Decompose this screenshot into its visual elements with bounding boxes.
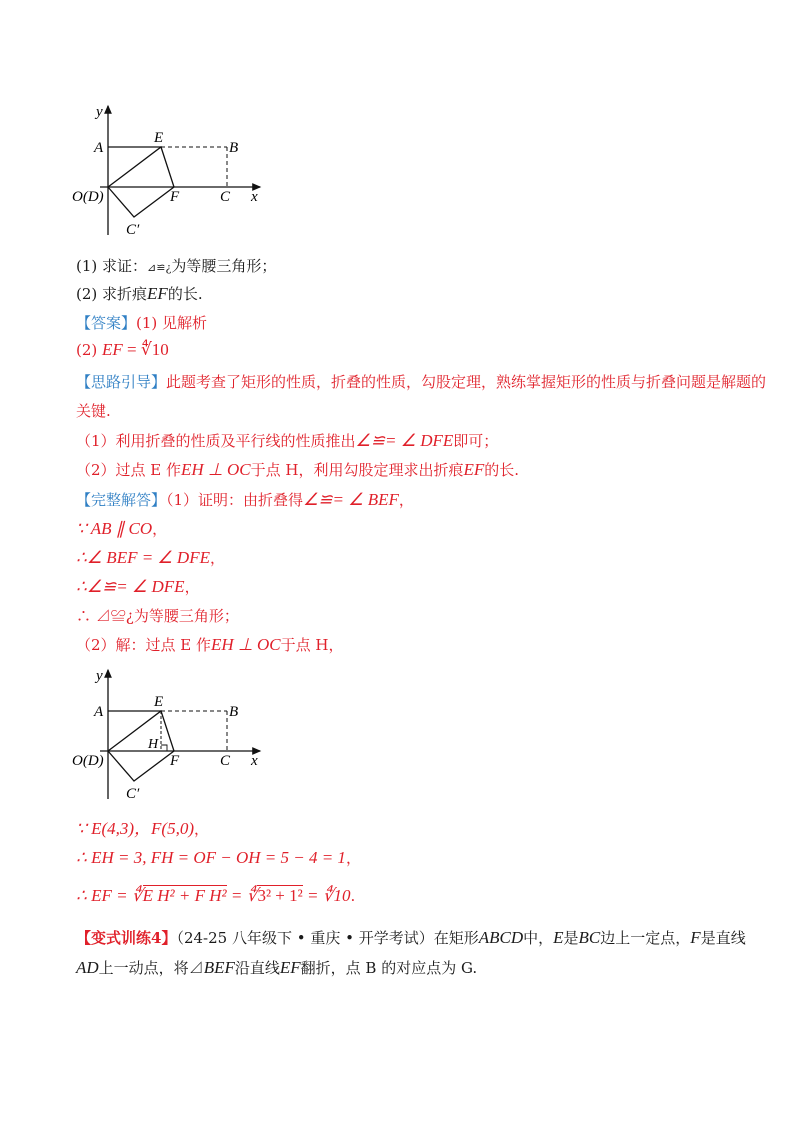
figure-1-coordinate-diagram: [70, 100, 270, 245]
label-A: A: [94, 140, 104, 156]
solution-line-7: ∵ E(4,3)，F(5,0)，: [76, 819, 209, 838]
label-O: O(D): [72, 753, 104, 769]
solution-line-8: ∴ EH = 3, FH = OF − OH = 5 − 4 = 1，: [76, 848, 361, 867]
label-C-prime: C′: [126, 222, 140, 238]
figure-2-coordinate-diagram: [70, 664, 270, 809]
label-x: x: [251, 189, 258, 205]
answer-2: (2) EF = ∜10: [76, 340, 169, 359]
label-C: C: [220, 753, 231, 769]
label-B: B: [229, 140, 239, 156]
hint-paragraph-line2: 关键.: [76, 402, 111, 420]
hint-step-1: （1）利用折叠的性质及平行线的性质推出∠≌= ∠ DFE即可；: [76, 431, 499, 450]
label-A: A: [94, 704, 104, 720]
solution-line-4: ∴∠≌= ∠ DFE，: [76, 577, 200, 596]
solution-line-1: 【完整解答】（1）证明：由折叠得∠≌= ∠ BEF，: [76, 490, 414, 509]
variant-exercise-line-1: 【变式训练4】（24-25 八年级下 • 重庆 • 开学考试）在矩形ABCD中，E是BC边上一定点，F是直线: [76, 928, 746, 947]
label-E: E: [154, 694, 164, 710]
label-B: B: [229, 704, 239, 720]
hint-paragraph: 【思路引导】此题考查了矩形的性质，折叠的性质，勾股定理，熟练掌握矩形的性质与折叠问题是解题的: [76, 373, 767, 391]
hint-step-2: （2）过点 E 作EH ⊥ OC于点 H，利用勾股定理求出折痕EF的长.: [76, 460, 520, 479]
label-x: x: [251, 753, 258, 769]
solution-line-2: ∵ AB ∥ CO，: [76, 519, 168, 538]
solution-line-5: ∴ ⊿≌¿为等腰三角形；: [76, 607, 239, 625]
variant-exercise-line-2: AD上一动点，将⊿BEF沿直线EF翻折，点 B 的对应点为 G.: [76, 958, 478, 977]
label-y: y: [96, 668, 103, 684]
solution-line-6: （2）解：过点 E 作EH ⊥ OC于点 H，: [76, 635, 344, 654]
right-angle-mark: [161, 745, 167, 751]
solution-line-3: ∴∠ BEF = ∠ DFE，: [76, 548, 225, 567]
question-1: (1) 求证：⊿≌¿为等腰三角形；: [76, 257, 277, 275]
label-H: H: [148, 737, 159, 752]
quad-OEFC-prime: [108, 711, 174, 781]
quad-OEFC-prime: [108, 147, 174, 217]
solution-line-9: ∴ EF = ∜E H² + F H² = ∜3² + 1² = ∜10.: [76, 886, 356, 905]
label-C: C: [220, 189, 231, 205]
answer-label: 【答案】(1) 见解析: [76, 314, 208, 332]
label-C-prime: C′: [126, 786, 140, 802]
label-O: O(D): [72, 189, 104, 205]
label-F: F: [170, 189, 180, 205]
label-F: F: [170, 753, 180, 769]
question-2: (2) 求折痕EF的长.: [76, 284, 203, 303]
label-y: y: [96, 104, 103, 120]
label-E: E: [154, 130, 164, 146]
